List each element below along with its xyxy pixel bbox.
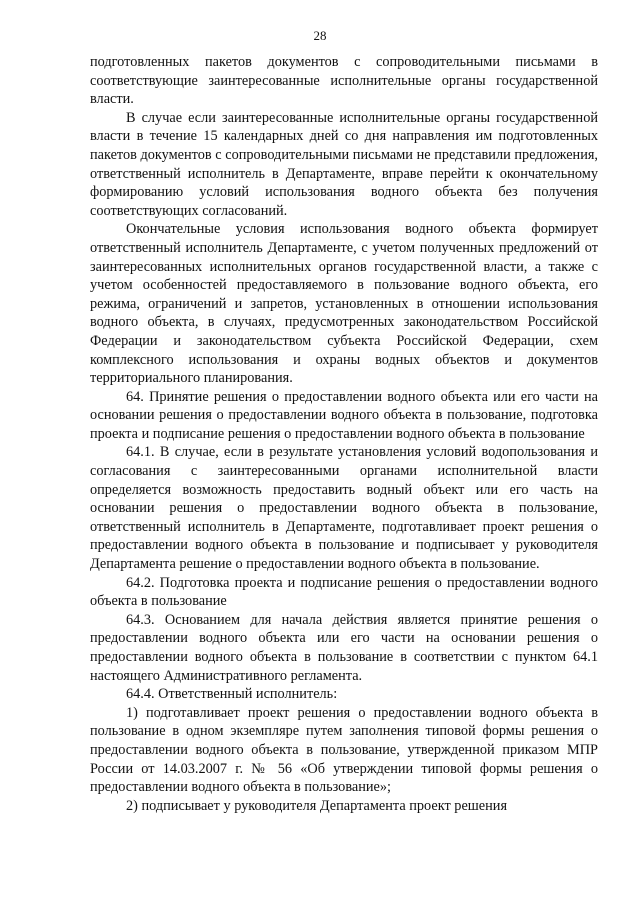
paragraph: 64.3. Основанием для начала действия является принятие решения о предоставлении водного объекта или его части на основании решения о предоставлении водного объекта в пользование в соответствии с пунктом 64.1 настоящего Административного регламента. bbox=[90, 611, 598, 684]
paragraph: 64.2. Подготовка проекта и подписание решения о предоставлении водного объекта в пользование bbox=[90, 574, 598, 610]
paragraph: Окончательные условия использования водного объекта формирует ответственный исполнитель Департаменте, с учетом полученных предложений от заинтересованных исполнительных органов государственной власти, а также с учетом особенностей предоставляемого в пользование водного объекта, его режима, ограничений и запретов, установленных в отношении использования водного объекта, в случаях, предусмотренных законодательством Российской Федерации и законодательством субъекта Российской Федерации, схем комплексного использования и охраны водных объектов и документов территориального планирования. bbox=[90, 221, 598, 387]
paragraph: 64. Принятие решения о предоставлении водного объекта или его части на основании решения о предоставлении водного объекта в пользование, подготовка проекта и подписание решения о предоставлении водного объекта в пользование bbox=[90, 388, 598, 442]
paragraph: 1) подготавливает проект решения о предоставлении водного объекта в пользование в одном экземпляре путем заполнения типовой формы решения о предоставлении водного объекта в пользование, утвержденной приказом МПР России от 14.03.2007 г. № 56 «Об утверждении типовой формы решения о предоставлении водного объекта в пользование»; bbox=[90, 704, 598, 796]
paragraph: подготовленных пакетов документов с сопроводительными письмами в соответствующие заинтересованные исполнительные органы государственной власти. bbox=[90, 54, 598, 108]
paragraph: 64.1. В случае, если в результате установления условий водопользования и согласования с заинтересованными органами исполнительной власти определяется возможность предоставить водный объект или его часть на основании решения о предоставлении водного объекта в пользование, ответственный исполнитель в Департаменте, подготавливает проект решения о предоставлении водного объекта в пользование и подписывает у руководителя Департамента решение о предоставлении водного объекта в пользование. bbox=[90, 444, 598, 573]
paragraph: 64.4. Ответственный исполнитель: bbox=[126, 686, 338, 703]
document-body bbox=[90, 53, 598, 815]
paragraph: 2) подписывает у руководителя Департамента проект решения bbox=[126, 797, 508, 814]
paragraph: В случае если заинтересованные исполнительные органы государственной власти в течение 15 календарных дней со дня направления им подготовленных пакетов документов с сопроводительными письмами не представили предложения, ответственный исполнитель в Департаменте, вправе перейти к окончательному формированию условий использования водного объекта без получения соответствующих согласований. bbox=[90, 109, 598, 219]
page-number: 28 bbox=[313, 28, 327, 43]
